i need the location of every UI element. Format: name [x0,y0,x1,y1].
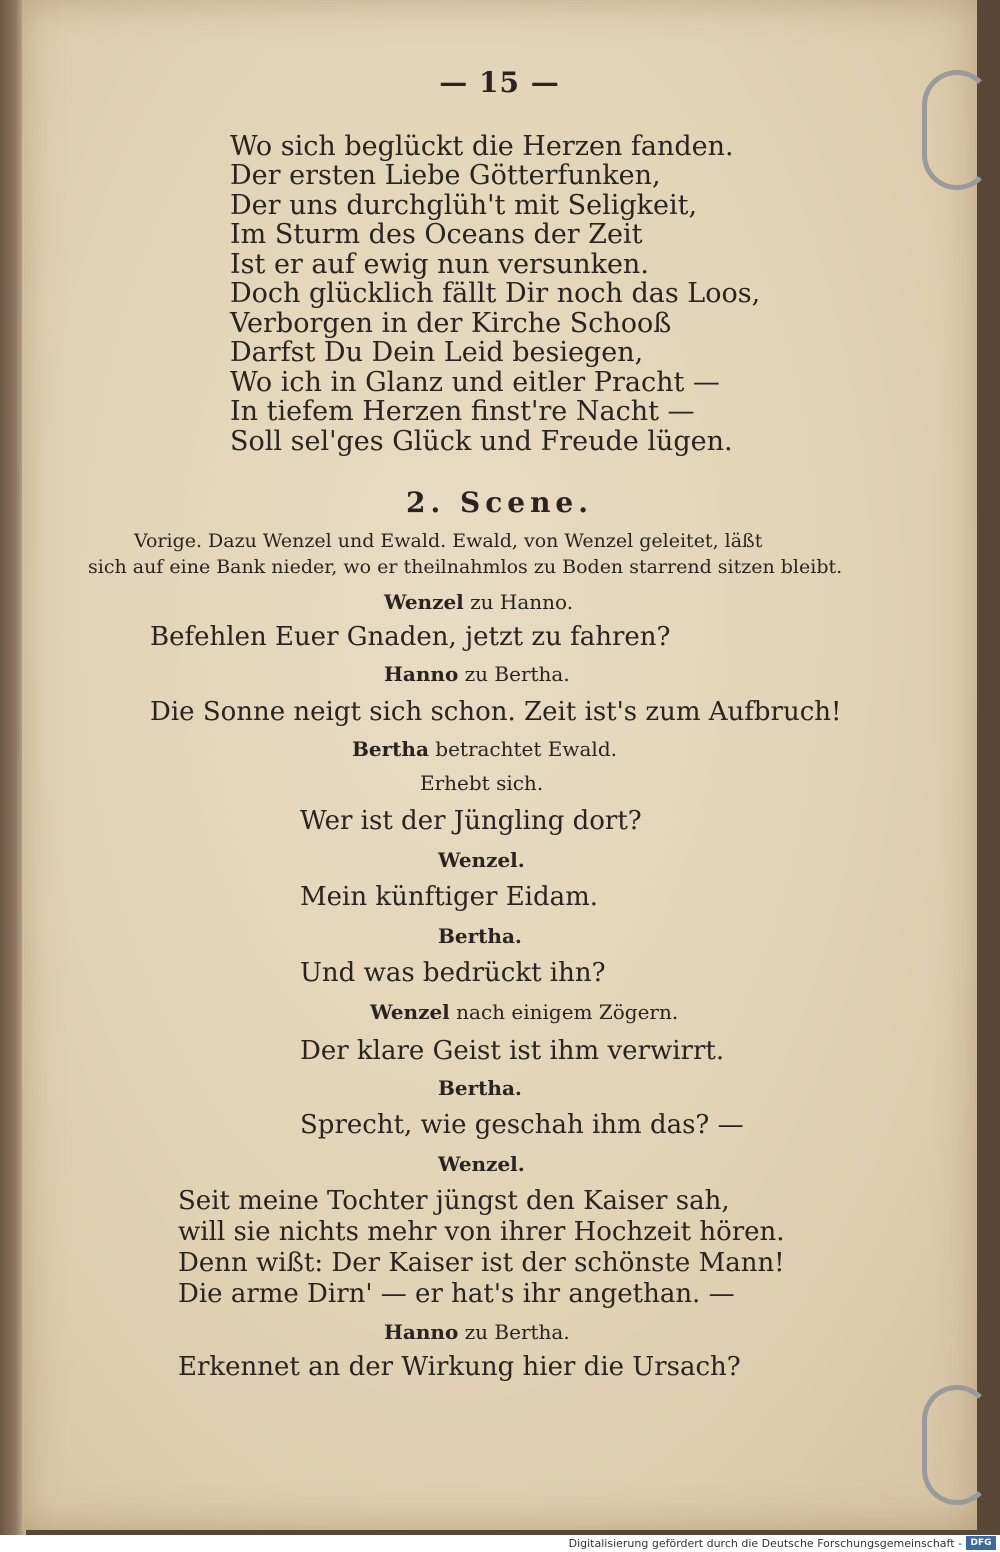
speaker-name: Wenzel [384,590,464,614]
dialogue-line: Seit meine Tochter jüngst den Kaiser sah, [178,1186,730,1216]
dfg-logo: DFG [966,1536,996,1550]
dialogue-line: Die Sonne neigt sich schon. Zeit ist's zum Aufbruch! [150,697,842,727]
poem-line-11: Soll sel'ges Glück und Freude lügen. [230,426,733,457]
poem-line-7: Verborgen in der Kirche Schooß [230,308,672,339]
dialogue-line: Wer ist der Jüngling dort? [300,806,642,836]
dialogue-line: Befehlen Euer Gnaden, jetzt zu fahren? [150,622,671,652]
poem-line-4: Im Sturm des Oceans der Zeit [230,219,643,250]
speaker-name: Hanno [384,1320,459,1344]
dialogue-line: Und was bedrückt ihn? [300,958,606,988]
speaker-direction: nach einigem Zögern. [456,1000,679,1024]
speaker-cue-wenzel [438,1152,525,1176]
stage-direction-line-2: sich auf eine Bank nieder, wo er theilnahmlos zu Boden starrend sitzen bleibt. [88,556,843,578]
paper-clip-bottom [922,1385,992,1505]
speaker-name: Bertha. [438,1076,522,1100]
poem-line-9: Wo ich in Glanz und eitler Pracht — [230,367,720,398]
speaker-direction: zu Bertha. [464,662,570,686]
speaker-cue-hanno [384,662,570,686]
dialogue-line: Sprecht, wie geschah ihm das? — [300,1110,744,1140]
speaker-direction: betrachtet Ewald. [435,737,617,761]
paper-clip-top [922,70,992,190]
speaker-name: Wenzel. [438,1152,525,1176]
speaker-cue-wenzel [370,1000,678,1024]
dialogue-line: will sie nichts mehr von ihrer Hochzeit hören. [178,1217,785,1247]
scene-heading: 2. Scene. [406,486,593,519]
speaker-direction: zu Bertha. [464,1320,570,1344]
speaker-cue-wenzel [384,590,573,614]
speaker-cue-bertha [438,924,522,948]
stage-direction-inline: Erhebt sich. [420,771,544,795]
poem-line-10: In tiefem Herzen finst're Nacht — [230,396,695,427]
speaker-name: Wenzel [370,1000,450,1024]
speaker-name: Wenzel. [438,848,525,872]
speaker-direction: zu Hanno. [470,590,574,614]
book-page [22,0,977,1530]
poem-line-1: Wo sich beglückt die Herzen fanden. [230,131,734,162]
poem-line-8: Darfst Du Dein Leid besiegen, [230,337,644,368]
dialogue-line: Denn wißt: Der Kaiser ist der schönste Mann! [178,1248,785,1278]
speaker-cue-hanno [384,1320,570,1344]
funding-notice: Digitalisierung gefördert durch die Deutsche Forschungsgemeinschaft - [568,1537,962,1550]
speaker-cue-wenzel [438,848,525,872]
poem-line-3: Der uns durchglüh't mit Seligkeit, [230,190,698,221]
speaker-name: Bertha. [438,924,522,948]
poem-line-2: Der ersten Liebe Götterfunken, [230,160,661,191]
speaker-cue-bertha [352,737,617,761]
poem-line-5: Ist er auf ewig nun versunken. [230,249,649,280]
dialogue-line: Die arme Dirn' — er hat's ihr angethan. — [178,1279,735,1309]
page-number: — 15 — [439,66,560,99]
poem-line-6: Doch glücklich fällt Dir noch das Loos, [230,278,761,309]
dialogue-line: Erkennet an der Wirkung hier die Ursach? [178,1352,741,1382]
dialogue-line: Der klare Geist ist ihm verwirrt. [300,1036,725,1066]
stage-direction-line-1: Vorige. Dazu Wenzel und Ewald. Ewald, von Wenzel geleitet, läßt [134,530,763,552]
speaker-cue-bertha [438,1076,522,1100]
dialogue-line: Mein künftiger Eidam. [300,882,599,912]
speaker-name: Bertha [352,737,429,761]
speaker-name: Hanno [384,662,459,686]
